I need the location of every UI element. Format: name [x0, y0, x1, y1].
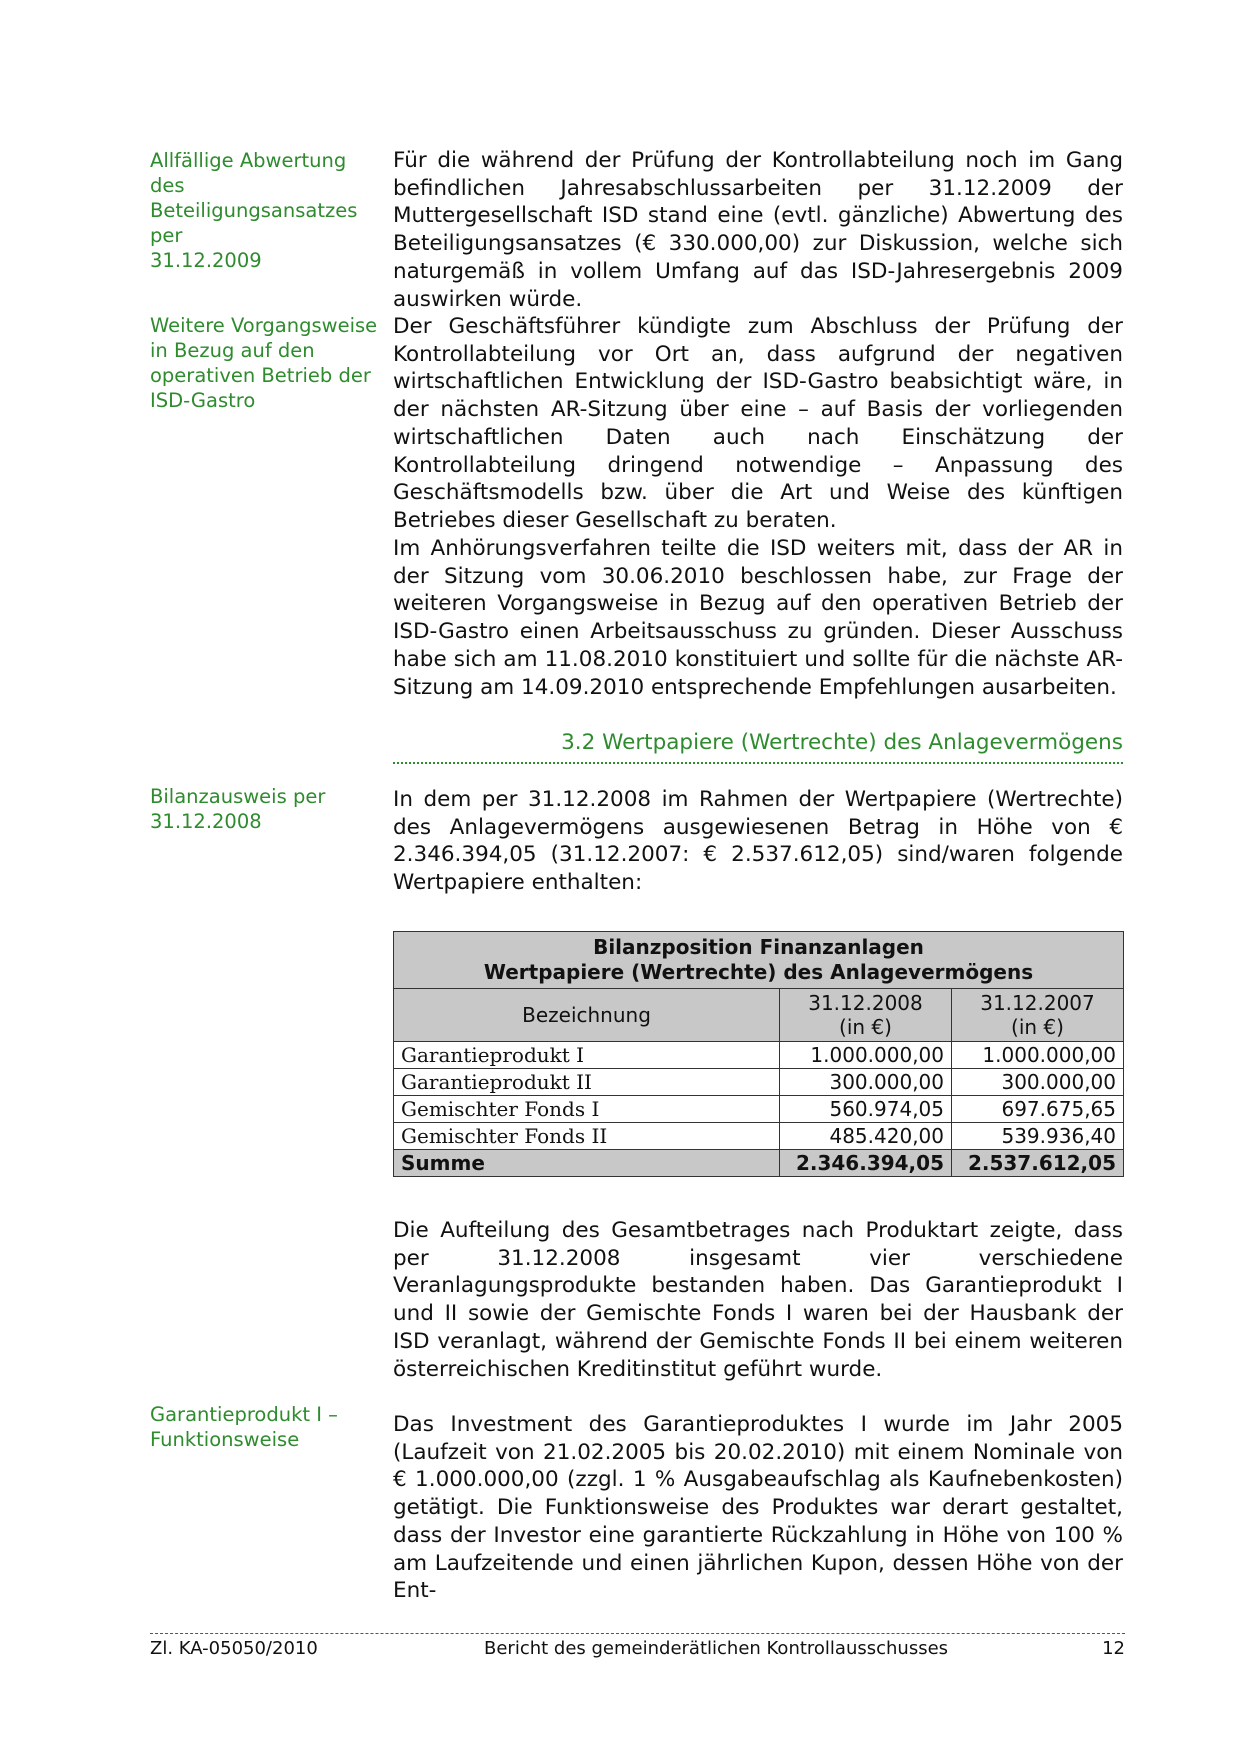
finanzanlagen-table — [393, 931, 1124, 1177]
table-sum-row: Summe 2.346.394,05 2.537.612,05 — [394, 1150, 1124, 1177]
col-header-2007: 31.12.2007 (in €) — [952, 989, 1124, 1042]
footer-rule — [150, 1633, 1125, 1634]
margin-note-vorgangsweise: Weitere Vorgangsweise in Bezug auf den operativen Betrieb der ISD-Gastro — [150, 314, 378, 412]
footer-reference: Zl. KA-05050/2010 — [150, 1638, 318, 1659]
margin-note-bilanzausweis: Bilanzausweis per 31.12.2008 — [150, 785, 326, 833]
col-header-2008: 31.12.2008 (in €) — [780, 989, 952, 1042]
table-title: Bilanzposition Finanzanlagen Wertpapiere (Wertrechte) des Anlagevermögens — [394, 932, 1124, 989]
paragraph-geschaeftsfuehrer: Der Geschäftsführer kündigte zum Abschluss der Prüfung der Kontrollabteilung vor Ort an, dass aufgrund der negativen wirtschaftlichen Entwicklung der ISD-Gastro beabsichtigt wäre, in der nächsten AR-Sitzung über eine – auf Basis der vorliegenden wirtschaftlichen Daten auch nach Einschätzung der Kontrollabteilung dringend notwendige – Anpassung des Geschäftsmodells bzw. über die Art und Weise des künftigen Betriebes dieser Gesellschaft zu beraten. — [393, 314, 1123, 533]
table-row: Gemischter Fonds I 560.974,05 697.675,65 — [394, 1096, 1124, 1123]
paragraph-abwertung: Für die während der Prüfung der Kontrollabteilung noch im Gang befindlichen Jahresabschlussarbeiten per 31.12.2009 der Muttergesellschaft ISD stand eine (evtl. gänzliche) Abwertung des Beteiligungsansatzes (€ 330.000,00) zur Diskussion, welche sich naturgemäß in vollem Umfang auf das ISD-Jahresergebnis 2009 auswirken würde. — [393, 148, 1123, 312]
footer-page-number: 12 — [1102, 1638, 1125, 1659]
footer-title: Bericht des gemeinderätlichen Kontrollausschusses — [484, 1638, 949, 1659]
paragraph-anhoerungsverfahren: Im Anhörungsverfahren teilte die ISD weiters mit, dass der AR in der Sitzung vom 30.06.2010 beschlossen habe, zur Frage der weiteren Vorgangsweise in Bezug auf den operativen Betrieb der ISD-Gastro einen Arbeitsausschuss zu gründen. Dieser Ausschuss habe sich am 11.08.2010 konstituiert und sollte für die nächste AR-Sitzung am 14.09.2010 entsprechende Empfehlungen ausarbeiten. — [393, 536, 1123, 700]
paragraph-bilanzausweis: In dem per 31.12.2008 im Rahmen der Wertpapiere (Wertrechte) des Anlagevermögens ausgewiesenen Betrag in Höhe von € 2.346.394,05 (31.12.2007: € 2.537.612,05) sind/waren folgende Wertpapiere enthalten: — [393, 787, 1123, 896]
margin-note-garantieprodukt: Garantieprodukt I – Funktionsweise — [150, 1403, 338, 1451]
table-row: Garantieprodukt I 1.000.000,00 1.000.000,00 — [394, 1042, 1124, 1069]
table-row: Garantieprodukt II 300.000,00 300.000,00 — [394, 1069, 1124, 1096]
paragraph-investment: Das Investment des Garantieproduktes I wurde im Jahr 2005 (Laufzeit von 21.02.2005 bis 20.02.2010) mit einem Nominale von € 1.000.000,00 (zzgl. 1 % Ausgabeaufschlag als Kaufnebenkosten) getätigt. Die Funktionsweise des Produktes war derart gestaltet, dass der Investor eine garantierte Rückzahlung in Höhe von 100 % am Laufzeitende und einen jährlichen Kupon, dessen Höhe von der Ent- — [393, 1412, 1123, 1604]
section-heading: 3.2 Wertpapiere (Wertrechte) des Anlagevermögens — [561, 730, 1123, 755]
section-heading-rule — [393, 762, 1123, 764]
margin-note-abwertung: Allfällige Abwertung des Beteiligungsansatzes per 31.12.2009 — [150, 149, 358, 272]
col-header-bezeichnung: Bezeichnung — [394, 989, 780, 1042]
table-row: Gemischter Fonds II 485.420,00 539.936,40 — [394, 1123, 1124, 1150]
paragraph-aufteilung: Die Aufteilung des Gesamtbetrages nach Produktart zeigte, dass per 31.12.2008 insgesamt vier verschiedene Veranlagungsprodukte bestanden haben. Das Garantieprodukt I und II sowie der Gemischte Fonds I waren bei der Hausbank der ISD veranlagt, während der Gemischte Fonds II bei einem weiteren österreichischen Kreditinstitut geführt wurde. — [393, 1218, 1123, 1382]
